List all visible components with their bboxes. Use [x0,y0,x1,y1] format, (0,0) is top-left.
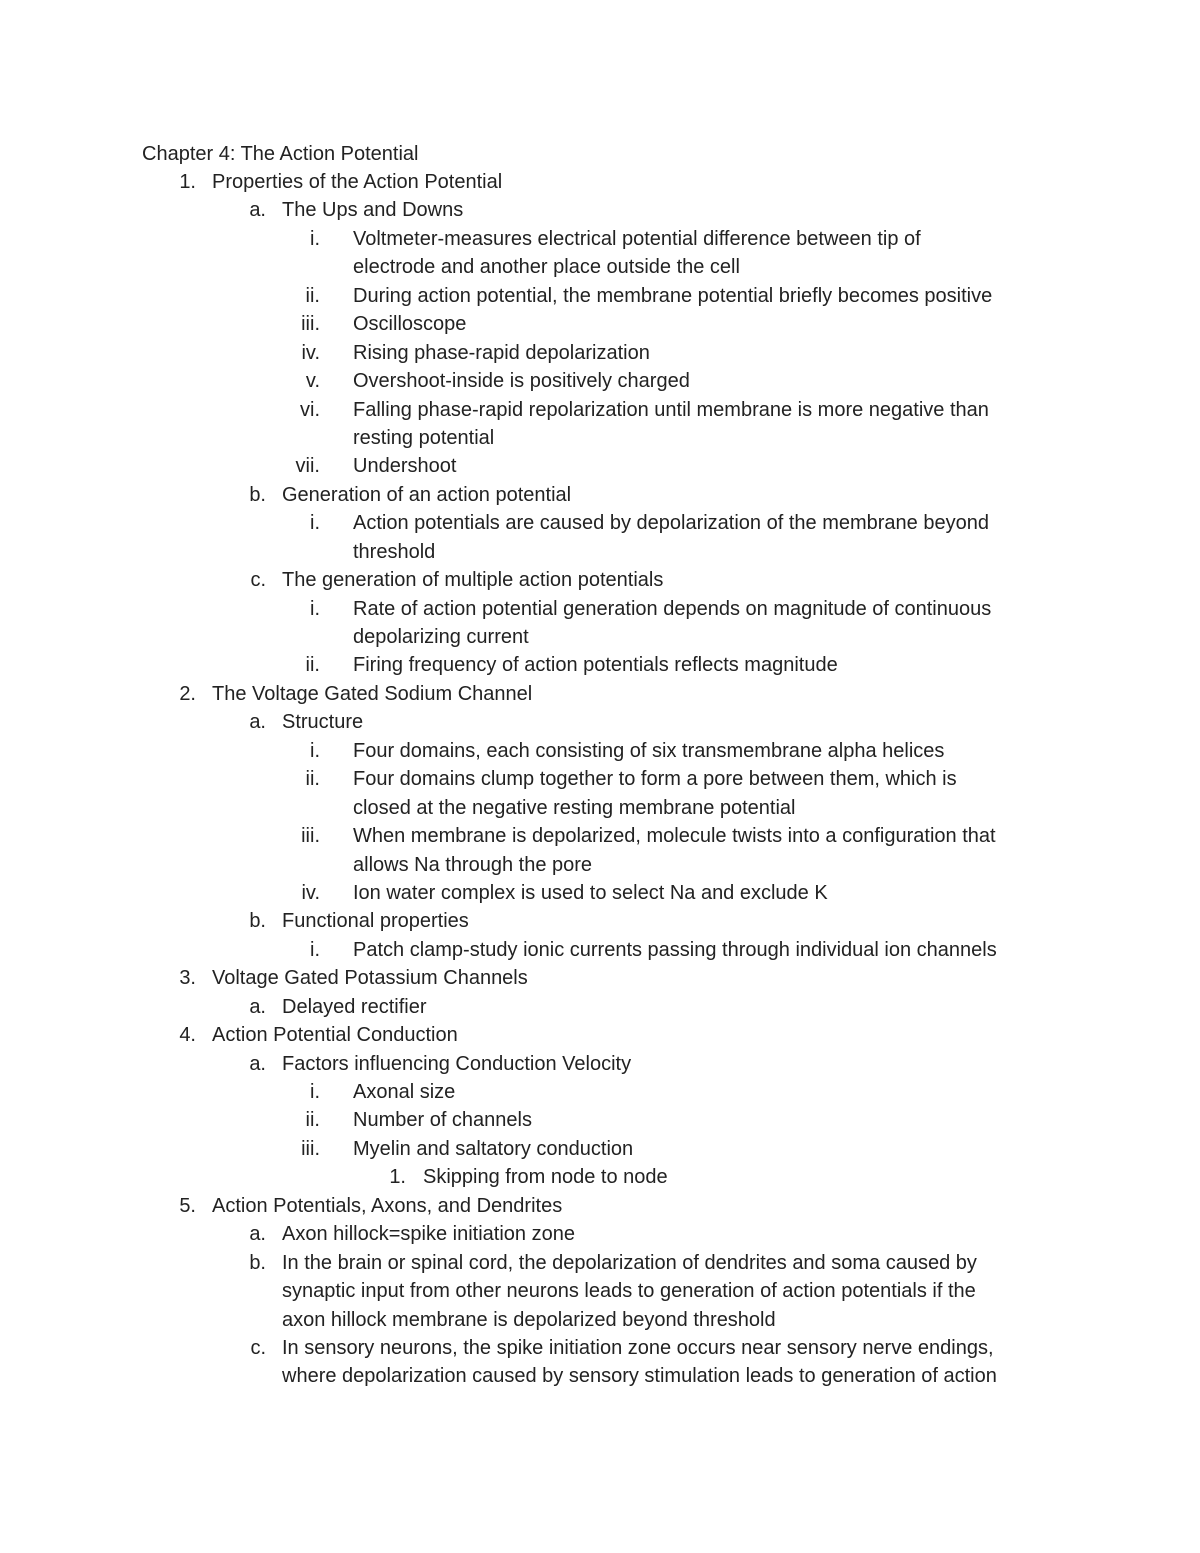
outline-text: allows Na through the pore [353,853,593,876]
list-marker: b. [249,910,266,933]
outline-line [0,595,1200,623]
list-marker: 4. [179,1024,196,1047]
outline-text: Functional properties [282,910,469,933]
list-marker: ii. [305,1109,320,1132]
list-marker: 3. [179,967,196,990]
outline-line [0,168,1200,196]
list-marker: i. [310,512,320,535]
outline-text: Voltage Gated Potassium Channels [212,967,528,990]
outline-line [0,566,1200,594]
outline-line [0,708,1200,736]
outline-text: synaptic input from other neurons leads to generation of action potentials if the [282,1280,976,1303]
outline-text: Firing frequency of action potentials reflects magnitude [353,654,838,677]
outline-line [0,822,1200,850]
outline-line [0,879,1200,907]
list-marker: a. [249,995,266,1018]
outline-line [0,1106,1200,1134]
list-marker: vi. [300,398,320,421]
outline-line [0,396,1200,424]
list-marker: b. [249,1251,266,1274]
outline-text: Action potentials are caused by depolarization of the membrane beyond [353,512,989,535]
outline-line [0,1192,1200,1220]
list-marker: b. [249,483,266,506]
outline-line [0,1220,1200,1248]
outline-line [0,1334,1200,1362]
outline-line [0,253,1200,281]
list-marker: iii. [301,313,320,336]
list-marker: 1. [389,1166,406,1189]
outline-text: Overshoot-inside is positively charged [353,370,690,393]
outline-text: The Ups and Downs [282,199,464,222]
outline-text: electrode and another place outside the cell [353,256,740,279]
outline-text: depolarizing current [353,626,529,648]
outline-line [0,936,1200,964]
outline-line [0,225,1200,253]
outline-line [0,765,1200,793]
list-marker: 5. [179,1194,196,1217]
list-marker: i. [310,597,320,620]
outline-line [0,1277,1200,1305]
outline-line [0,1362,1200,1390]
list-marker: c. [250,1336,266,1359]
list-marker: c. [250,569,266,592]
outline-line [0,737,1200,765]
outline-text: In the brain or spinal cord, the depolarization of dendrites and soma caused by [282,1251,977,1274]
list-marker: a. [249,1223,266,1246]
outline-text: Four domains, each consisting of six transmembrane alpha helices [353,739,945,762]
outline-text: Structure [282,711,364,734]
outline-list [0,168,1200,1391]
list-marker: i. [310,739,320,762]
outline-text: resting potential [353,426,495,449]
outline-text: axon hillock membrane is depolarized beyond threshold [282,1308,776,1331]
list-marker: a. [249,199,266,222]
outline-line [0,509,1200,537]
outline-line [0,851,1200,879]
outline-text: Ion water complex is used to select Na and exclude K [353,881,828,904]
page-title: Chapter 4: The Action Potential [142,143,419,165]
outline-line [0,1135,1200,1163]
list-marker: vii. [295,455,320,478]
list-marker: 2. [179,682,196,705]
outline-text: closed at the negative resting membrane potential [353,796,796,819]
outline-line [0,452,1200,480]
list-marker: iii. [301,1137,320,1160]
outline-text: Myelin and saltatory conduction [353,1137,634,1160]
outline-line [0,623,1200,651]
outline-line [0,1050,1200,1078]
outline-line [0,1249,1200,1277]
outline-line [0,282,1200,310]
outline-text: Undershoot [353,455,457,478]
outline-line [0,1306,1200,1334]
outline-text: Four domains clump together to form a pore between them, which is [353,768,957,791]
outline-text: Rate of action potential generation depends on magnitude of continuous [353,597,992,620]
list-marker: iii. [301,825,320,848]
list-marker: ii. [305,654,320,677]
outline-text: Delayed rectifier [282,995,427,1018]
outline-line [0,993,1200,1021]
outline-line [0,1021,1200,1049]
outline-line [0,1078,1200,1106]
outline-text: Rising phase-rapid depolarization [353,341,650,364]
outline-line [0,339,1200,367]
outline-text: where depolarization caused by sensory stimulation leads to generation of action [282,1365,997,1388]
list-marker: i. [310,227,320,250]
outline-line [0,794,1200,822]
list-marker: iv. [301,881,320,904]
outline-line [0,538,1200,566]
list-marker: 1. [179,171,196,193]
outline-text: During action potential, the membrane potential briefly becomes positive [353,284,993,307]
list-marker: ii. [305,768,320,791]
outline-line [0,651,1200,679]
outline-line [0,310,1200,338]
outline-line [0,907,1200,935]
outline-line [0,196,1200,224]
outline-text: Generation of an action potential [282,483,572,506]
list-marker: i. [310,1081,320,1103]
list-marker: ii. [305,284,320,307]
outline-line [0,367,1200,395]
outline-text: Oscilloscope [353,313,467,336]
outline-line [0,1163,1200,1191]
outline-line [0,481,1200,509]
outline-text: Falling phase-rapid repolarization until membrane is more negative than [353,398,989,421]
outline-text: The generation of multiple action potentials [282,569,664,592]
outline-text: Axonal size [353,1081,456,1103]
outline-text: When membrane is depolarized, molecule twists into a configuration that [353,825,996,848]
list-marker: iv. [301,341,320,364]
list-marker: v. [305,370,320,393]
outline-line [0,680,1200,708]
list-marker: a. [249,711,266,734]
outline-text: threshold [353,540,436,563]
outline-text: Properties of the Action Potential [212,171,503,193]
outline-text: Action Potentials, Axons, and Dendrites [212,1194,563,1217]
outline-text: Factors influencing Conduction Velocity [282,1052,632,1075]
list-marker: i. [310,938,320,961]
outline-text: Voltmeter-measures electrical potential difference between tip of [353,227,921,250]
outline-text: Axon hillock=spike initiation zone [282,1223,575,1246]
outline-text: Patch clamp-study ionic currents passing through individual ion channels [353,938,997,961]
outline-text: The Voltage Gated Sodium Channel [212,682,533,705]
outline-line [0,424,1200,452]
outline-text: Action Potential Conduction [212,1024,458,1047]
outline-line [0,964,1200,992]
outline-text: Skipping from node to node [423,1166,668,1189]
outline-text: Number of channels [353,1109,532,1132]
outline-text: In sensory neurons, the spike initiation zone occurs near sensory nerve endings, [282,1336,994,1359]
list-marker: a. [249,1052,266,1075]
